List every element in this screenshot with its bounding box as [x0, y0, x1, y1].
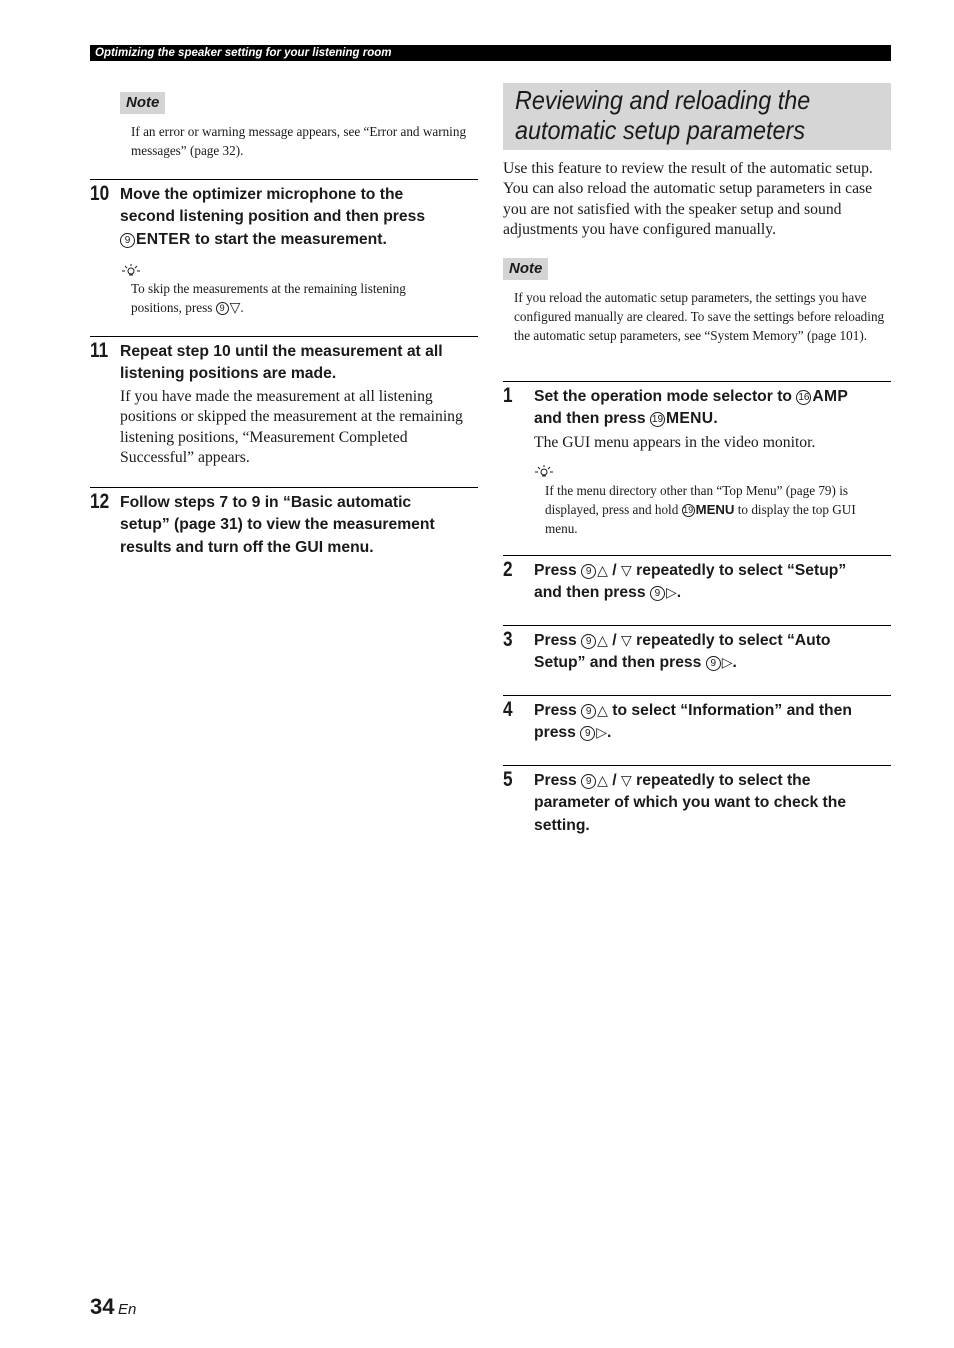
right-arrow-icon: ▷ — [665, 585, 677, 602]
step-5 — [503, 765, 891, 834]
step-number: 1 — [503, 384, 513, 407]
down-arrow-icon: ▽ — [620, 633, 632, 649]
step-number: 10 — [90, 182, 110, 205]
step-number: 11 — [90, 339, 109, 362]
page-number: 34 — [90, 1294, 115, 1319]
step-number: 4 — [503, 698, 513, 721]
key-number-badge: 9 — [581, 564, 596, 579]
menu-key-label: MENU — [665, 410, 714, 428]
right-arrow-icon: ▷ — [721, 655, 733, 672]
intro-paragraph: Use this feature to review the result of the automatic setup. You can also reload the automatic setup parameters in case you are not satisfied with the speaker setup and sound adjustments you have configured manually. — [503, 160, 873, 239]
tip-text: To skip the measurements at the remaining listening positions, press 9 ▽. — [131, 281, 406, 316]
note-text: If an error or warning message appears, see “Error and warning messages” (page 32). — [131, 124, 467, 158]
key-number-badge: 16 — [798, 392, 810, 403]
step-2 — [503, 555, 891, 602]
amp-key-label: AMP — [812, 388, 849, 405]
key-number-badge: 9 — [581, 704, 596, 719]
running-header — [90, 45, 891, 61]
step-3 — [503, 625, 891, 672]
right-arrow-icon: ▷ — [596, 725, 608, 742]
step-heading: Set the operation mode selector to 16 AMP and then press 19 MENU. — [534, 388, 849, 428]
step-heading: Follow steps 7 to 9 in “Basic automatic setup” (page 31) to view the measurement results and turn off the GUI menu. — [120, 494, 435, 556]
running-header-title: Optimizing the speaker setting for your listening room — [95, 47, 392, 59]
down-arrow-icon: ▽ — [620, 773, 632, 789]
step-heading: Press 9 △ / ▽ repeatedly to select “Auto Setup” and then press 9 ▷. — [534, 632, 831, 672]
key-number-badge: 9 — [581, 634, 596, 649]
step-4 — [503, 695, 891, 742]
down-arrow-icon: ▽ — [229, 300, 241, 316]
step-12 — [90, 487, 478, 556]
down-arrow-icon: ▽ — [620, 563, 632, 579]
enter-key-label: ENTER — [136, 230, 191, 248]
note-label: Note — [120, 92, 165, 114]
up-arrow-icon: △ — [597, 773, 608, 789]
step-heading: Press 9 △ / ▽ repeatedly to select the parameter of which you want to check the setting. — [534, 772, 847, 834]
step-heading: Repeat step 10 until the measurement at all listening positions are made. — [120, 343, 443, 383]
up-arrow-icon: △ — [597, 703, 608, 719]
step-11 — [90, 336, 478, 467]
key-number-badge: 9 — [650, 586, 665, 601]
step-number: 5 — [503, 768, 513, 791]
step-heading: Move the optimizer microphone to the second listening position and then press 9 ENTER to start the measurement. — [120, 186, 426, 248]
key-number-badge: 19 — [683, 505, 694, 515]
section-title: Reviewing and reloading the automatic setup parameters — [503, 83, 891, 150]
key-number-badge: 9 — [580, 726, 595, 741]
step-number: 12 — [90, 490, 110, 513]
key-number-badge: 9 — [581, 774, 596, 789]
tip-lightbulb-icon — [534, 464, 554, 478]
up-arrow-icon: △ — [597, 563, 608, 579]
up-arrow-icon: △ — [597, 633, 608, 649]
step-body: The GUI menu appears in the video monitor. — [534, 434, 816, 451]
step-heading: Press 9 △ to select “Information” and then press 9 ▷. — [534, 702, 852, 742]
step-body: If you have made the measurement at all listening positions or skipped the measurement at the remaining listening positions, “Measurement Completed Successful” appears. — [120, 388, 463, 467]
step-number: 3 — [503, 628, 513, 651]
tip-lightbulb-icon — [121, 263, 141, 277]
step-heading: Press 9 △ / ▽ repeatedly to select “Setup” and then press 9 ▷. — [534, 562, 847, 602]
key-number-badge: 9 — [216, 302, 229, 315]
step-10 — [90, 179, 478, 316]
note-label: Note — [503, 258, 548, 280]
key-number-badge: 19 — [651, 414, 664, 426]
page-language: En — [118, 1301, 137, 1318]
note-text: If you reload the automatic setup parameters, the settings you have configured manually are cleared. To save the settings before reloading the automatic setup parameters, see “System Memory” (page 101). — [514, 290, 885, 343]
step-1 — [503, 381, 891, 536]
key-number-badge: 9 — [120, 233, 135, 248]
tip-text: If the menu directory other than “Top Menu” (page 79) is displayed, press and hold 19 MENU to display the top GUI menu. — [545, 483, 856, 536]
key-number-badge: 9 — [706, 656, 721, 671]
menu-key-label: MENU — [695, 502, 735, 517]
step-number: 2 — [503, 558, 513, 581]
